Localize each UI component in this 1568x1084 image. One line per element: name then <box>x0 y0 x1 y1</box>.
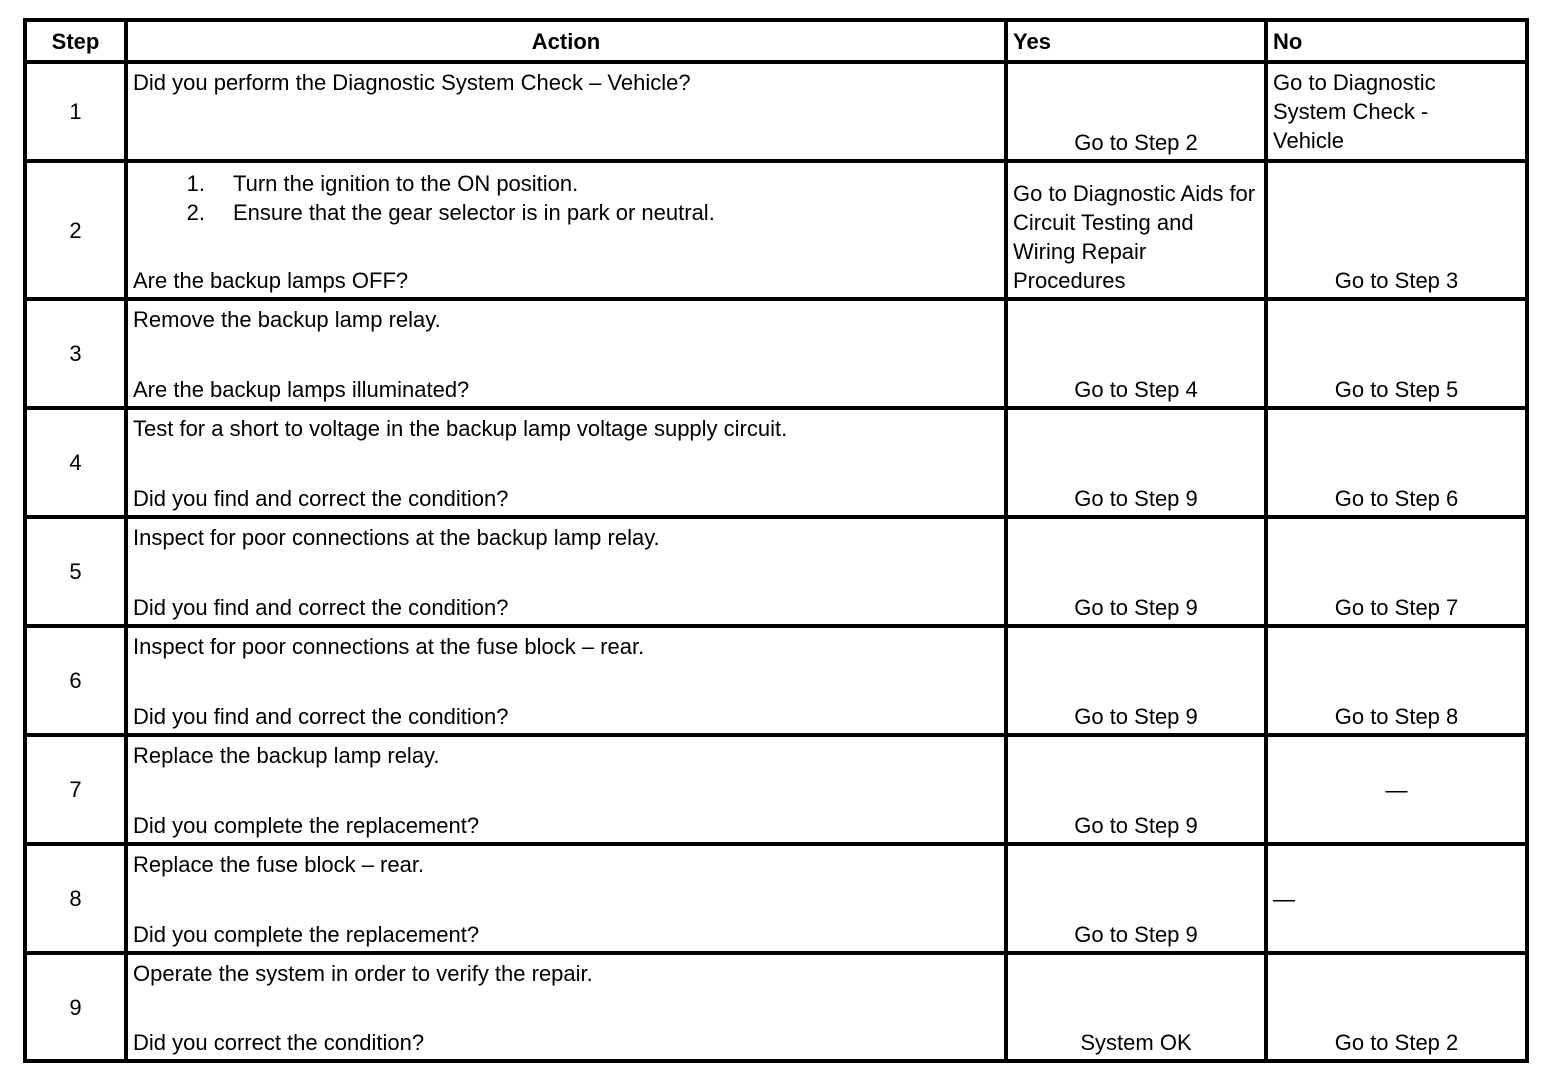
table-row <box>25 161 1527 299</box>
yes-cell <box>1006 844 1266 953</box>
yes-link[interactable]: Go to Step 9 <box>1074 704 1198 729</box>
action-cell <box>126 408 1006 517</box>
action-cell <box>126 735 1006 844</box>
table-row <box>25 517 1527 626</box>
header-step: Step <box>25 20 126 62</box>
no-cell <box>1266 953 1527 1061</box>
no-cell <box>1266 161 1527 299</box>
diagnostic-table <box>23 18 1529 1063</box>
yes-link[interactable]: Go to Step 9 <box>1074 595 1198 620</box>
table-row <box>25 626 1527 735</box>
action-list <box>133 169 999 227</box>
list-item: 2. Ensure that the gear selector is in park or neutral. <box>186 200 715 225</box>
step-number: 8 <box>25 844 126 953</box>
action-question: Did you find and correct the condition? <box>133 486 509 511</box>
yes-link[interactable]: Go to Step 9 <box>1074 813 1198 838</box>
table-row <box>25 735 1527 844</box>
yes-cell <box>1006 299 1266 408</box>
action-text: Inspect for poor connections at the backup lamp relay. <box>133 525 660 550</box>
no-link[interactable]: Go to Step 2 <box>1334 1030 1459 1055</box>
yes-cell <box>1006 517 1266 626</box>
yes-link[interactable]: System OK <box>1080 1030 1192 1055</box>
yes-cell <box>1006 161 1266 299</box>
action-question: Did you complete the replacement? <box>133 922 480 947</box>
no-link[interactable]: Go to Step 8 <box>1334 704 1459 729</box>
yes-cell <box>1006 953 1266 1061</box>
action-cell <box>126 517 1006 626</box>
no-link[interactable]: Go to Step 7 <box>1334 595 1459 620</box>
action-question: Did you find and correct the condition? <box>133 595 509 620</box>
action-text: Operate the system in order to verify the repair. <box>133 961 593 986</box>
list-item: 1. Turn the ignition to the ON position. <box>186 171 579 196</box>
action-cell <box>126 161 1006 299</box>
table-row <box>25 953 1527 1061</box>
action-question: Did you complete the replacement? <box>133 813 480 838</box>
step-number: 7 <box>25 735 126 844</box>
no-link[interactable]: Go to Diagnostic System Check - Vehicle <box>1273 70 1436 153</box>
action-text: Remove the backup lamp relay. <box>133 307 441 332</box>
action-cell <box>126 953 1006 1061</box>
header-no: No <box>1266 20 1527 62</box>
step-number: 2 <box>25 161 126 299</box>
no-link[interactable]: Go to Step 3 <box>1334 268 1459 293</box>
no-dash: — <box>1273 886 1295 911</box>
action-text: Replace the backup lamp relay. <box>133 743 440 768</box>
yes-cell <box>1006 626 1266 735</box>
action-text: Did you perform the Diagnostic System Check – Vehicle? <box>133 70 691 95</box>
action-cell <box>126 299 1006 408</box>
no-cell <box>1266 626 1527 735</box>
yes-link[interactable]: Go to Step 9 <box>1074 922 1198 947</box>
action-cell <box>126 844 1006 953</box>
action-question: Are the backup lamps illuminated? <box>133 377 470 402</box>
no-link[interactable]: Go to Step 6 <box>1334 486 1459 511</box>
step-number: 3 <box>25 299 126 408</box>
step-number: 6 <box>25 626 126 735</box>
header-row <box>25 20 1527 62</box>
action-cell <box>126 62 1006 161</box>
step-number: 5 <box>25 517 126 626</box>
action-question: Did you correct the condition? <box>133 1030 425 1055</box>
yes-link[interactable]: Go to Step 9 <box>1074 486 1198 511</box>
no-cell <box>1266 299 1527 408</box>
action-text: Test for a short to voltage in the backup lamp voltage supply circuit. <box>133 416 788 441</box>
no-cell <box>1266 735 1527 844</box>
step-number: 9 <box>25 953 126 1061</box>
table-row <box>25 408 1527 517</box>
step-number: 1 <box>25 62 126 161</box>
action-text: Inspect for poor connections at the fuse block – rear. <box>133 634 645 659</box>
action-text: Replace the fuse block – rear. <box>133 852 425 877</box>
step-number: 4 <box>25 408 126 517</box>
yes-link[interactable]: Go to Diagnostic Aids for Circuit Testing and Wiring Repair Procedures <box>1013 181 1256 293</box>
header-yes: Yes <box>1006 20 1266 62</box>
no-dash: — <box>1385 777 1408 802</box>
no-cell <box>1266 517 1527 626</box>
action-question: Are the backup lamps OFF? <box>133 268 409 293</box>
yes-cell <box>1006 735 1266 844</box>
yes-cell <box>1006 62 1266 161</box>
no-cell <box>1266 844 1527 953</box>
no-cell <box>1266 62 1527 161</box>
action-question: Did you find and correct the condition? <box>133 704 509 729</box>
table-row <box>25 62 1527 161</box>
no-cell <box>1266 408 1527 517</box>
table-row <box>25 844 1527 953</box>
yes-cell <box>1006 408 1266 517</box>
yes-link[interactable]: Go to Step 2 <box>1074 130 1198 155</box>
no-link[interactable]: Go to Step 5 <box>1334 377 1459 402</box>
action-cell <box>126 626 1006 735</box>
yes-link[interactable]: Go to Step 4 <box>1074 377 1198 402</box>
header-action: Action <box>126 20 1006 62</box>
table-row <box>25 299 1527 408</box>
